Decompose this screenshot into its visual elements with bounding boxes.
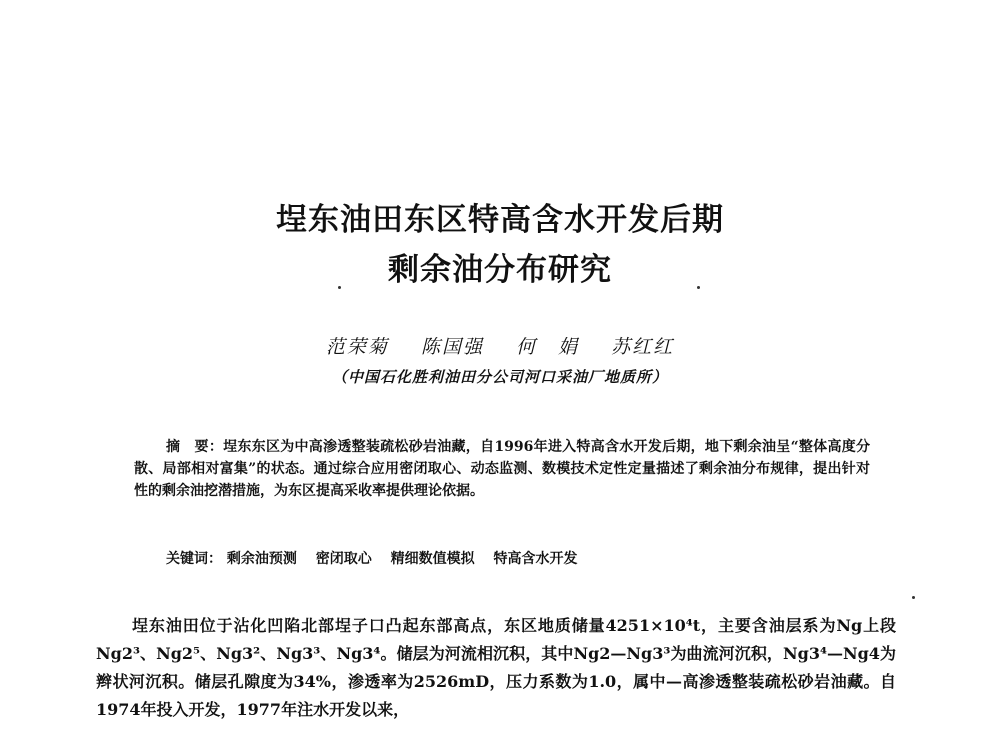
abstract-block [134, 436, 870, 502]
abstract-text: 埕东东区为中高渗透整装疏松砂岩油藏，自1996年进入特高含水开发后期，地下剩余油呈“整体高度分散、局部相对富集”的状态。通过综合应用密闭取心、动态监测、数模技术定性定量描述了剩余油分布规律，提出针对性的剩余油挖潜措施，为东区提高采收率提供理论依据。 [134, 439, 871, 499]
keywords-label: 关键词： [166, 551, 222, 567]
author-name: 陈国强 [420, 336, 484, 358]
keyword: 特高含水开发 [493, 551, 578, 567]
author-name: 何 娟 [516, 336, 580, 358]
author-name: 范荣菊 [325, 336, 389, 358]
scan-speck [912, 596, 915, 599]
keyword: 密闭取心 [315, 551, 372, 567]
scan-speck [697, 286, 700, 289]
keyword: 精细数值模拟 [390, 551, 475, 567]
body-paragraph: 埕东油田位于沾化凹陷北部埕子口凸起东部高点，东区地质储量4251×10⁴t，主要含油层系为Ng上段Ng2³、Ng2⁵、Ng3²、Ng3³、Ng3⁴。储层为河流相沉积，其中Ng2—Ng3³为曲流河沉积，Ng3⁴—Ng4为辫状河沉积。储层孔隙度为34%，渗透率为2526mD，压力系数为1.0，属中—高渗透整装疏松砂岩油藏。自1974年投入开发，1977年注水开发以来， [96, 616, 896, 719]
author-affiliation: （中国石化胜利油田分公司河口采油厂地质所） [331, 368, 668, 386]
author-name: 苏红红 [611, 336, 675, 358]
paper-title-line-2: 剩余油分布研究 [388, 252, 612, 288]
paper-title-line-1: 埕东油田东区特高含水开发后期 [276, 202, 724, 238]
scan-speck [338, 286, 341, 289]
abstract-label: 摘 要： [166, 439, 224, 455]
keyword: 剩余油预测 [226, 551, 297, 567]
keywords-block [166, 548, 866, 570]
author-list [0, 332, 1000, 359]
